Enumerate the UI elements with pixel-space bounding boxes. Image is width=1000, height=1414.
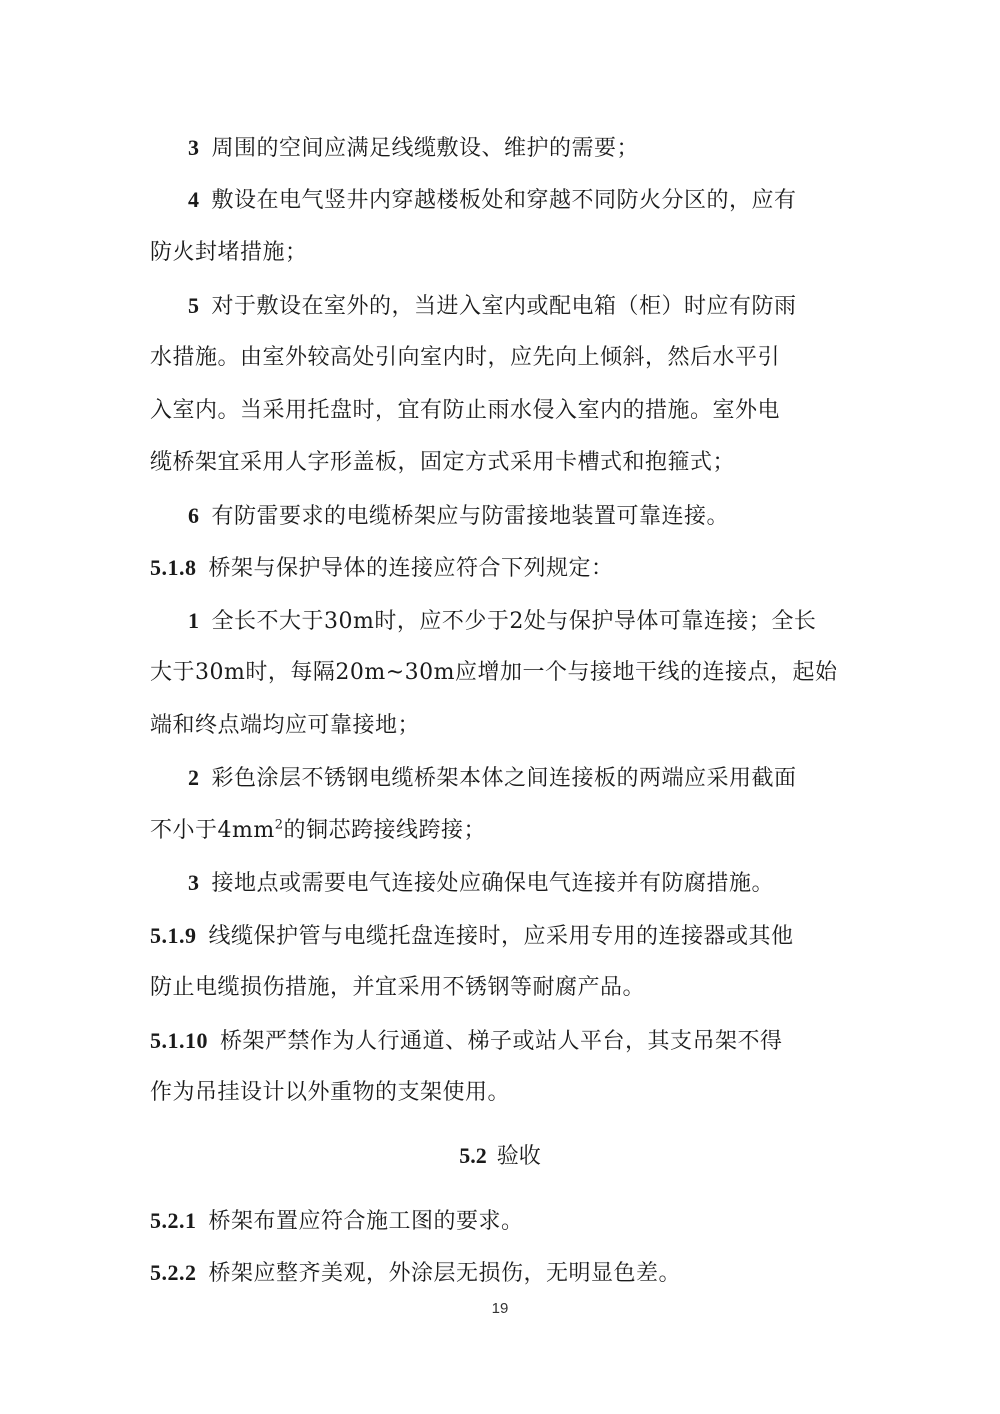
item-number: 6: [188, 503, 200, 528]
item-continuation: 入室内。当采用托盘时，宜有防止雨水侵入室内的措施。室外电: [150, 398, 781, 423]
item-number: 5: [188, 293, 200, 318]
clause-number: 5.1.8: [150, 555, 197, 580]
clause-continuation: 防止电缆损伤措施，并宜采用不锈钢等耐腐产品。: [150, 975, 646, 1000]
clause-text: 桥架与保护导体的连接应符合下列规定：: [208, 556, 614, 581]
clause-number: 5.2.2: [150, 1260, 197, 1285]
clause-text: 桥架布置应符合施工图的要求。: [208, 1209, 524, 1234]
list-item: [188, 133, 639, 164]
section-title: 验收: [496, 1144, 541, 1169]
item-continuation: 防火封堵措施；: [150, 240, 308, 265]
item-text: 接地点或需要电气连接处应确保电气连接并有防腐措施。: [211, 871, 775, 896]
clause-text: 桥架严禁作为人行通道、梯子或站人平台，其支吊架不得: [220, 1029, 783, 1054]
clause: [150, 1258, 681, 1289]
list-item: [188, 185, 797, 216]
item-text: 不小于4mm: [150, 818, 275, 843]
superscript: 2: [274, 817, 284, 833]
clause: [150, 921, 794, 952]
section-number: 5.2: [459, 1143, 487, 1168]
item-text: 有防雷要求的电缆桥架应与防雷接地装置可靠连接。: [211, 504, 730, 529]
item-text: 彩色涂层不锈钢电缆桥架本体之间连接板的两端应采用截面: [211, 766, 797, 791]
item-continuation: 大于30m时，每隔20m~30m应增加一个与接地干线的连接点，起始: [150, 660, 838, 685]
item-number: 2: [188, 765, 200, 790]
page-number: 19: [491, 1300, 509, 1317]
clause: [150, 553, 614, 584]
list-item: [188, 606, 816, 637]
item-text: 对于敷设在室外的，当进入室内或配电箱（柜）时应有防雨: [211, 294, 797, 319]
clause-number: 5.1.10: [150, 1028, 208, 1053]
item-continuation: 端和终点端均应可靠接地；: [150, 713, 421, 738]
clause: [150, 1206, 524, 1237]
item-text: 全长不大于30m时，应不少于2处与保护导体可靠连接；全长: [211, 609, 817, 634]
item-continuation: 缆桥架宜采用人字形盖板，固定方式采用卡槽式和抱箍式；: [150, 450, 736, 475]
clause-continuation: 作为吊挂设计以外重物的支架使用。: [150, 1080, 511, 1105]
list-item: [188, 868, 774, 899]
list-item: [188, 291, 797, 322]
item-text: 的铜芯跨接线跨接；: [283, 818, 487, 843]
item-number: 3: [188, 135, 200, 160]
item-text: 周围的空间应满足线缆敷设、维护的需要；: [211, 136, 640, 161]
section-heading: [0, 1141, 1000, 1172]
clause-text: 桥架应整齐美观，外涂层无损伤，无明显色差。: [208, 1261, 682, 1286]
item-text: 敷设在电气竖井内穿越楼板处和穿越不同防火分区的，应有: [211, 188, 797, 213]
list-item: [188, 763, 797, 794]
clause-text: 线缆保护管与电缆托盘连接时，应采用专用的连接器或其他: [208, 924, 794, 949]
item-number: 4: [188, 187, 200, 212]
list-item: [188, 501, 729, 532]
item-continuation: 水措施。由室外较高处引向室内时，应先向上倾斜，然后水平引: [150, 345, 781, 370]
item-continuation: [150, 816, 486, 846]
clause-number: 5.1.9: [150, 923, 197, 948]
item-number: 1: [188, 608, 200, 633]
clause-number: 5.2.1: [150, 1208, 197, 1233]
clause: [150, 1026, 783, 1057]
item-number: 3: [188, 870, 200, 895]
